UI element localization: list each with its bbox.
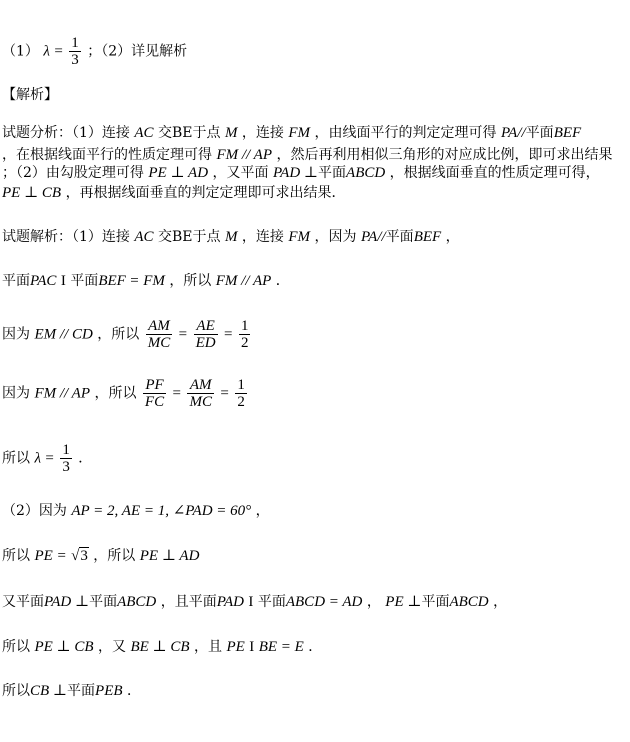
text: 所以 xyxy=(2,548,30,564)
fraction-denominator: 2 xyxy=(237,394,245,410)
math: ABCD xyxy=(346,165,386,181)
text: ，所以 xyxy=(97,326,140,343)
math: CB ⊥ xyxy=(30,683,68,699)
math: EM // CD xyxy=(34,326,93,343)
fraction xyxy=(194,318,218,351)
math: BE = E xyxy=(258,639,304,655)
math: PE ⊥ xyxy=(385,594,422,610)
text: ． xyxy=(308,639,323,655)
fraction-denominator: 3 xyxy=(62,459,70,475)
solution-line-6 xyxy=(2,502,270,520)
text: ，因为 xyxy=(314,229,357,245)
fraction-denominator: ED xyxy=(195,335,216,351)
math: PAD ⊥ xyxy=(44,594,90,610)
fraction xyxy=(143,377,166,410)
fraction-numerator: 1 xyxy=(237,377,245,393)
text: 又平面 xyxy=(2,594,44,610)
part1-label: （1） xyxy=(2,43,39,60)
square-root: √3 xyxy=(71,548,88,564)
math: FM xyxy=(288,125,311,141)
equals-sign: = xyxy=(220,385,229,402)
answer-separator: ；（2）详见解析 xyxy=(87,43,188,60)
text: ，然后再利用相似三角形的对应成比例，即可求出结果 xyxy=(276,147,613,163)
radicand: 3 xyxy=(80,548,88,564)
math: PAC xyxy=(30,273,57,289)
text: 交BE于点 xyxy=(158,229,221,245)
math: BEF xyxy=(553,125,582,141)
text: 所以 xyxy=(2,639,30,655)
text: 试题分析：（1）连接 xyxy=(2,125,130,141)
math: BEF xyxy=(98,273,126,289)
math: PE ⊥ AD xyxy=(139,548,200,564)
fraction-numerator: 1 xyxy=(62,442,70,458)
math: PA// xyxy=(500,125,526,141)
fraction-denominator: 2 xyxy=(240,335,249,351)
solution-line-1 xyxy=(2,228,460,246)
lambda-symbol: λ xyxy=(43,43,50,60)
fraction-denominator: FC xyxy=(144,394,165,410)
analysis-line-2 xyxy=(2,146,612,164)
text: 平面 xyxy=(2,273,30,289)
text: ，再根据线面垂直的判定定理即可求出结果． xyxy=(65,185,346,201)
solution-line-2 xyxy=(2,272,290,290)
intersection-symbol: I xyxy=(60,273,66,289)
math: FM // AP xyxy=(216,147,272,163)
equals-sign: = xyxy=(54,43,63,60)
equals-sign: = xyxy=(178,326,188,343)
text: ，且 xyxy=(194,639,223,655)
solution-line-10 xyxy=(2,682,141,700)
fraction-denominator: 3 xyxy=(71,52,79,68)
analysis-line-4 xyxy=(2,184,346,202)
fraction-numerator: AE xyxy=(194,318,218,335)
text: ． xyxy=(78,450,93,467)
text: （2）因为 xyxy=(2,503,67,519)
fraction-numerator: AM xyxy=(187,377,214,394)
text: ，在根据线面平行的性质定理可得 xyxy=(2,147,212,163)
solution-line-5 xyxy=(2,442,92,475)
text: 平面 xyxy=(67,683,96,699)
text: 所以 xyxy=(2,683,30,699)
math: AC xyxy=(134,229,154,245)
math: FM // AP xyxy=(215,273,272,289)
answer-line xyxy=(2,35,187,68)
text: 平面 xyxy=(421,594,450,610)
equals-sign: = xyxy=(172,385,181,402)
fraction xyxy=(60,442,72,475)
fraction xyxy=(187,377,214,410)
text: ，连接 xyxy=(241,229,284,245)
text: ；（2）由勾股定理可得 xyxy=(2,165,144,181)
math: ABCD xyxy=(117,594,157,610)
math: PE xyxy=(226,639,245,655)
analysis-line-1 xyxy=(2,124,581,142)
math: FM xyxy=(288,229,311,245)
fraction-numerator: 1 xyxy=(71,35,79,51)
solution-line-8 xyxy=(2,593,507,611)
math: PEB xyxy=(95,683,123,699)
math: ABCD = AD xyxy=(285,594,363,610)
text: 交BE于点 xyxy=(158,125,221,141)
math: FM // AP xyxy=(34,385,90,402)
math: BEF xyxy=(413,229,442,245)
text: 因为 xyxy=(2,385,30,402)
math: AC xyxy=(134,125,154,141)
text: ， xyxy=(255,503,270,519)
text: ，由线面平行的判定定理可得 xyxy=(314,125,497,141)
solution-line-9 xyxy=(2,638,322,656)
math: PE ⊥ CB xyxy=(2,185,62,201)
solution-line-7 xyxy=(2,547,199,565)
text: ，又平面 xyxy=(212,165,269,181)
math: M xyxy=(224,229,238,245)
text: 平面 xyxy=(385,229,414,245)
text: 平面 xyxy=(89,594,118,610)
math: FM xyxy=(143,273,165,289)
fraction-numerator: 1 xyxy=(240,318,249,334)
answer-fraction xyxy=(69,35,81,68)
text: ． xyxy=(126,683,141,699)
math: M xyxy=(224,125,238,141)
math: PAD ⊥ xyxy=(272,165,319,181)
equals-sign: = xyxy=(130,273,139,289)
text: 平面 xyxy=(318,165,347,181)
text: ， xyxy=(366,594,381,610)
equals-sign: = xyxy=(45,450,54,467)
section-header: 【解析】 xyxy=(2,87,58,103)
fraction-denominator: MC xyxy=(189,394,212,410)
text: ，所以 xyxy=(169,273,212,289)
intersection-symbol: I xyxy=(248,594,254,610)
math: PE = xyxy=(34,548,67,564)
text: ， xyxy=(493,594,508,610)
equals-sign: = xyxy=(224,326,233,343)
fraction xyxy=(235,377,247,410)
text: 平面 xyxy=(257,594,286,610)
text: 因为 xyxy=(2,326,30,343)
text: ，且平面 xyxy=(160,594,217,610)
math: BE ⊥ CB xyxy=(130,639,190,655)
solution-line-4 xyxy=(2,377,249,410)
text: ，又 xyxy=(98,639,127,655)
math: PA// xyxy=(360,229,386,245)
math: ABCD xyxy=(449,594,489,610)
math: PAD xyxy=(216,594,244,610)
lambda-symbol: λ xyxy=(34,450,41,467)
text: 平面 xyxy=(70,273,99,289)
math: AP = 2, AE = 1, ∠PAD = 60° xyxy=(71,503,252,519)
fraction xyxy=(239,318,251,351)
text: ，所以 xyxy=(93,548,136,564)
math: PE ⊥ AD xyxy=(148,165,209,181)
math: PE ⊥ CB xyxy=(34,639,94,655)
intersection-symbol: I xyxy=(249,639,255,655)
fraction-denominator: MC xyxy=(147,335,171,351)
fraction-numerator: PF xyxy=(143,377,166,394)
fraction xyxy=(146,318,173,351)
text: 平面 xyxy=(525,125,554,141)
text: 所以 xyxy=(2,450,30,467)
text: 试题解析：（1）连接 xyxy=(2,229,130,245)
text: ，所以 xyxy=(94,385,137,402)
text: ，根据线面垂直的性质定理可得， xyxy=(389,165,600,181)
text: ． xyxy=(275,273,290,289)
text: ， xyxy=(445,229,460,245)
fraction-numerator: AM xyxy=(146,318,173,335)
text: ，连接 xyxy=(241,125,284,141)
analysis-line-3 xyxy=(2,164,600,182)
solution-line-3 xyxy=(2,318,252,351)
